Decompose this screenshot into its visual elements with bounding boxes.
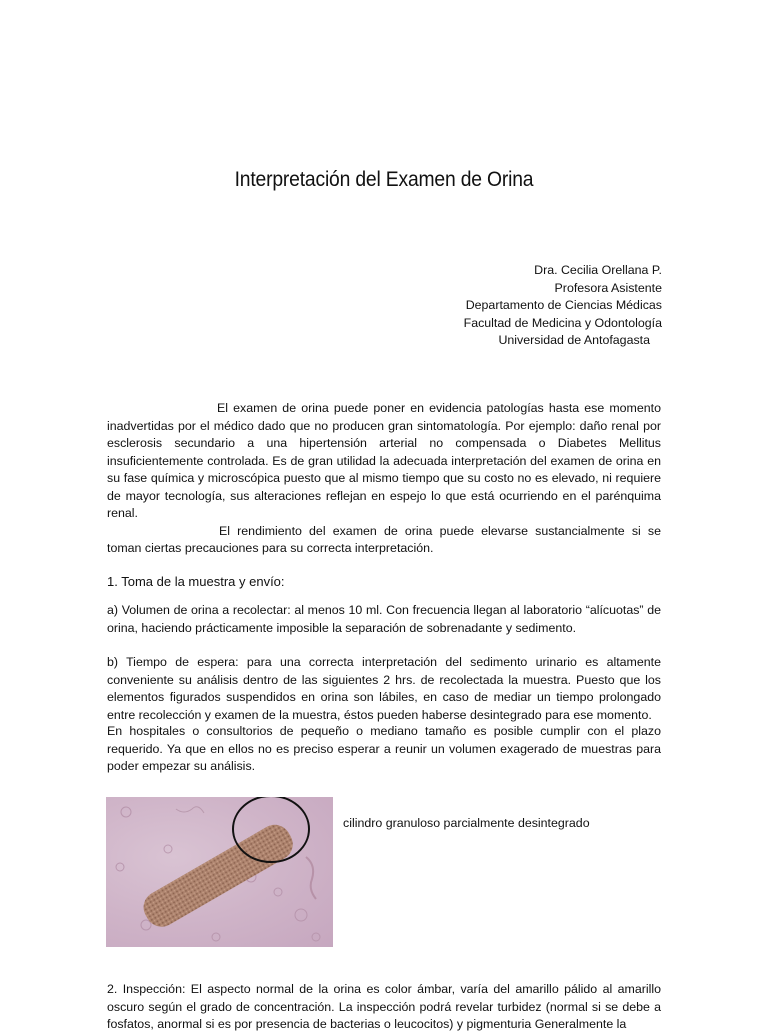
- author-faculty: Facultad de Medicina y Odontología: [463, 315, 662, 330]
- granular-cast-micrograph: [106, 797, 333, 947]
- author-department: Departamento de Ciencias Médicas: [465, 298, 662, 312]
- intro-paragraph-1: El examen de orina puede poner en evidencia patologías hasta ese momento inadvertidas por el médico dado que no producen gran sintomatología. Por ejemplo: daño renal por esclerosis secundario a una hipertensión arterial no compensada o Diabetes Mellitus insuficientemente controlada. Es de gran utilidad la adecuada interpretación del examen de orina en su fase química y microscópica puesto que al mismo tiempo que su costo no es elevado, ni requiere de mayor tecnología, sus alteraciones reflejan en espejo lo que está ocurriendo en el parénquima renal.: [107, 401, 661, 520]
- section-1-paragraph-a: a) Volumen de orina a recolectar: al menos 10 ml. Con frecuencia llegan al laboratorio “alícuotas” de orina, haciendo prácticamente imposible la separación de sobrenadante y sedimento.: [107, 603, 661, 635]
- section-1-paragraph-b: b) Tiempo de espera: para una correcta interpretación del sedimento urinario es altamente conveniente su análisis dentro de las siguientes 2 hrs. de recolectada la muestra. Puesto que los elementos figurados suspendidos en orina son lábiles, en caso de mediar un tiempo prolongado entre recolección y examen de la muestra, éstos pueden haberse desintegrado para ese momento.: [107, 655, 661, 722]
- author-university: Universidad de Antofagasta: [498, 333, 650, 347]
- section-2-paragraph: 2. Inspección: El aspecto normal de la orina es color ámbar, varía del amarillo pálido al amarillo oscuro según el grado de concentración. La inspección podrá revelar turbidez (normal si se debe a fosfatos, anormal si es por presencia de bacterias o leucocitos) y pigmenturia Generalmente la: [107, 982, 661, 1032]
- section-1-paragraph-c: En hospitales o consultorios de pequeño o mediano tamaño es posible cumplir con el plazo requerido. Ya que en ellos no es preciso esperar a reunir un volumen exagerado de muestras para poder empezar su análisis.: [107, 724, 661, 774]
- figure-caption: cilindro granuloso parcialmente desintegrado: [343, 816, 590, 830]
- micrograph-figure: [106, 797, 333, 947]
- author-position: Profesora Asistente: [554, 280, 662, 295]
- intro-section: [107, 400, 661, 558]
- intro-paragraph-2: El rendimiento del examen de orina puede elevarse sustancialmente si se toman ciertas precauciones para su correcta interpretación.: [107, 523, 661, 555]
- document-title: Interpretación del Examen de Orina: [234, 168, 534, 191]
- author-block: [440, 262, 662, 350]
- author-name: Dra. Cecilia Orellana P.: [534, 263, 662, 277]
- section-1-heading: 1. Toma de la muestra y envío:: [107, 574, 285, 589]
